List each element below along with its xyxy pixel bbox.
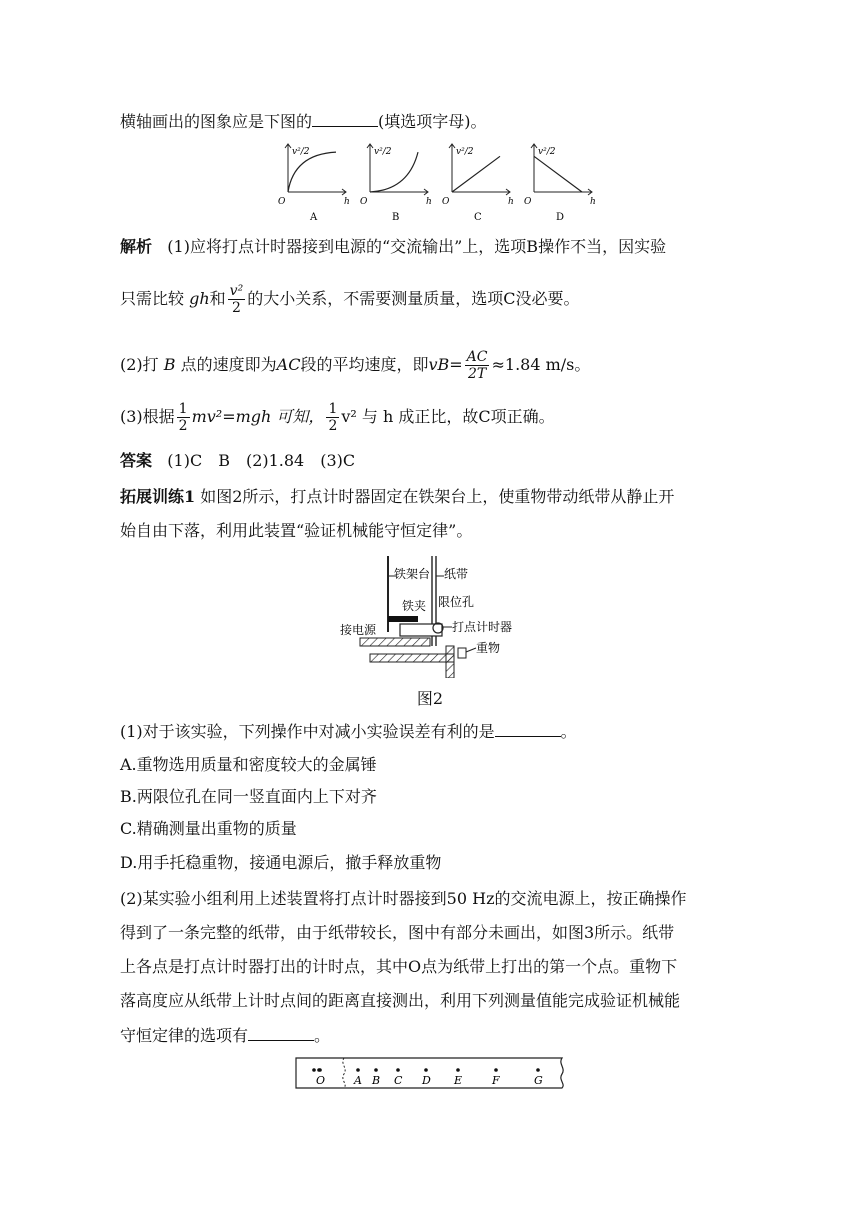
tape-dot-f (494, 1068, 498, 1072)
x-axis-label: h (508, 197, 514, 207)
fraction-AC-over-2T (465, 349, 490, 382)
label-clamp: 铁夹 (402, 599, 427, 613)
text: 段的平均速度，即 (300, 355, 429, 374)
tape-dot-c (396, 1068, 400, 1072)
x-axis-label: h (426, 197, 432, 207)
table-top (370, 654, 454, 662)
q2-line-4: 落高度应从纸带上计时点间的距离直接测出，利用下列测量值能完成验证机械能 (120, 991, 681, 1010)
tape-label-e: E (454, 1074, 463, 1087)
solution-line-4 (120, 400, 555, 434)
q2-line-5 (120, 1024, 330, 1047)
math-vB: vB (428, 355, 450, 374)
x-axis-label: h (344, 197, 350, 207)
tape-dot-d (424, 1068, 428, 1072)
math-gh: gh (189, 289, 210, 308)
solution-line-1 (120, 236, 666, 258)
tape-label-f: F (492, 1074, 500, 1087)
tape-dot-a (356, 1068, 360, 1072)
tape-dot-b (374, 1068, 378, 1072)
curve (452, 156, 500, 192)
curve (534, 156, 582, 192)
text: = (449, 355, 463, 374)
option-label: B (392, 212, 400, 223)
q1-option-c: C.精确测量出重物的质量 (120, 819, 297, 838)
q2-last-text: 守恒定律的选项有 (120, 1026, 249, 1045)
y-axis-label: v²/2 (538, 147, 556, 157)
solution-p1: (1)应将打点计时器接到电源的“交流输出”上，选项B操作不当，因实验 (167, 237, 667, 256)
text: v² 与 h 成正比，故C项正确。 (341, 407, 555, 426)
curve (370, 152, 418, 192)
extension-label: 拓展训练1 (120, 487, 196, 506)
label-timer: 打点计时器 (452, 620, 513, 634)
option-label: A (310, 212, 318, 223)
y-axis-label: v²/2 (292, 147, 310, 157)
frac-num: AC (466, 349, 488, 365)
fraction-half-2 (326, 401, 339, 434)
text: mv²=mgh 可知， (191, 407, 325, 426)
tape-figure (292, 1056, 572, 1092)
figure2-caption: 图2 (416, 689, 444, 708)
tape-label-g: G (534, 1074, 543, 1087)
extension-line-2 (120, 520, 472, 542)
q2-line-1: (2)某实验小组利用上述装置将打点计时器接到50 Hz的交流电源上，按正确操作 (120, 889, 687, 908)
tape-label-a: A (354, 1074, 362, 1087)
label-hole: 限位孔 (438, 595, 475, 609)
frac-num: 1 (178, 401, 188, 417)
option-label: D (556, 212, 565, 223)
label-tape: 纸带 (444, 567, 469, 581)
text: 只需比较 (120, 289, 185, 308)
math-AC: AC (276, 355, 301, 374)
option-label: C (474, 212, 482, 223)
solution-line-3 (120, 348, 590, 382)
curve (288, 152, 336, 192)
text: ≈1.84 m/s。 (491, 355, 591, 374)
q1-stem-end: 。 (560, 722, 577, 741)
fraction-half (177, 401, 190, 434)
text: (3)根据 (120, 407, 175, 426)
q1-option-b: B.两限位孔在同一竖直面内上下对齐 (120, 787, 377, 806)
tape-dot-o (318, 1068, 322, 1072)
q1-blank (495, 720, 561, 737)
clamp-bar (388, 616, 418, 622)
q2-line-3: 上各点是打点计时器打出的计时点，其中O点为纸带上打出的第一个点。重物下 (120, 957, 678, 976)
leader-line (466, 648, 476, 652)
intro-text-end: (填选项字母)。 (378, 112, 487, 131)
solution-line-2 (120, 282, 579, 316)
origin-label: O (524, 197, 532, 207)
text: 和 (209, 289, 226, 308)
frac-num: v² (229, 283, 244, 299)
solution-label: 解析 (120, 237, 153, 256)
option-graph-b (360, 144, 432, 223)
option-graph-a (278, 144, 350, 223)
extension-text-1: 如图2所示，打点计时器固定在铁架台上，使重物带动纸带从静止开 (200, 487, 675, 506)
text: (2)打 (120, 355, 159, 374)
fraction-v2-over-2 (228, 283, 246, 316)
frac-den: 2 (328, 418, 338, 434)
origin-label: O (360, 197, 368, 207)
frac-num: 1 (328, 401, 338, 417)
label-weight: 重物 (476, 641, 501, 655)
q1-stem-text: (1)对于该实验，下列操作中对减小实验误差有利的是 (120, 722, 495, 741)
answer-line (120, 450, 355, 472)
text: 的大小关系，不需要测量质量，选项C没必要。 (247, 289, 580, 308)
intro-line (120, 110, 487, 133)
stand-base (360, 638, 430, 646)
origin-label: O (442, 197, 450, 207)
q2-line-2: 得到了一条完整的纸带，由于纸带较长，图中有部分未画出，如图3所示。纸带 (120, 923, 675, 942)
tape-label-o: O (316, 1074, 326, 1087)
y-axis-label: v²/2 (456, 147, 474, 157)
option-graphs (270, 138, 600, 228)
extension-line-1 (120, 486, 674, 508)
tape-dot (312, 1068, 316, 1072)
answer-blank (312, 110, 378, 127)
y-axis-label: v²/2 (374, 147, 392, 157)
answer-label: 答案 (120, 451, 153, 470)
answer-text: (1)C B (2)1.84 (3)C (167, 451, 356, 470)
frac-den: 2 (231, 300, 241, 316)
tape-dot-e (456, 1068, 460, 1072)
tape-label-b: B (372, 1074, 381, 1087)
apparatus-figure (340, 548, 530, 678)
x-axis-label: h (590, 197, 596, 207)
intro-text: 横轴画出的图象应是下图的 (120, 112, 313, 131)
q1-option-a: A.重物选用质量和密度较大的金属锤 (120, 755, 377, 774)
tape-label-c: C (394, 1074, 403, 1087)
q1-option-d: D.用手托稳重物，接通电源后，撤手释放重物 (120, 853, 442, 872)
text: 点的速度即为 (180, 355, 277, 374)
math-B: B (163, 355, 176, 374)
weight-block (458, 648, 466, 658)
origin-label: O (278, 197, 286, 207)
frac-den: 2T (467, 366, 487, 382)
option-graph-d (524, 144, 596, 223)
timer-body (400, 624, 442, 636)
q2-blank (248, 1024, 314, 1041)
frac-den: 2 (178, 418, 188, 434)
extension-text-2: 始自由下落，利用此装置“验证机械能守恒定律”。 (120, 521, 473, 540)
q1-stem (120, 720, 577, 743)
tape-label-d: D (422, 1074, 431, 1087)
tape-dot-g (536, 1068, 540, 1072)
option-graph-c (442, 144, 514, 223)
q2-last-end: 。 (314, 1026, 331, 1045)
table-leg (446, 646, 454, 678)
label-stand: 铁架台 (394, 567, 431, 581)
label-power: 接电源 (340, 623, 377, 637)
